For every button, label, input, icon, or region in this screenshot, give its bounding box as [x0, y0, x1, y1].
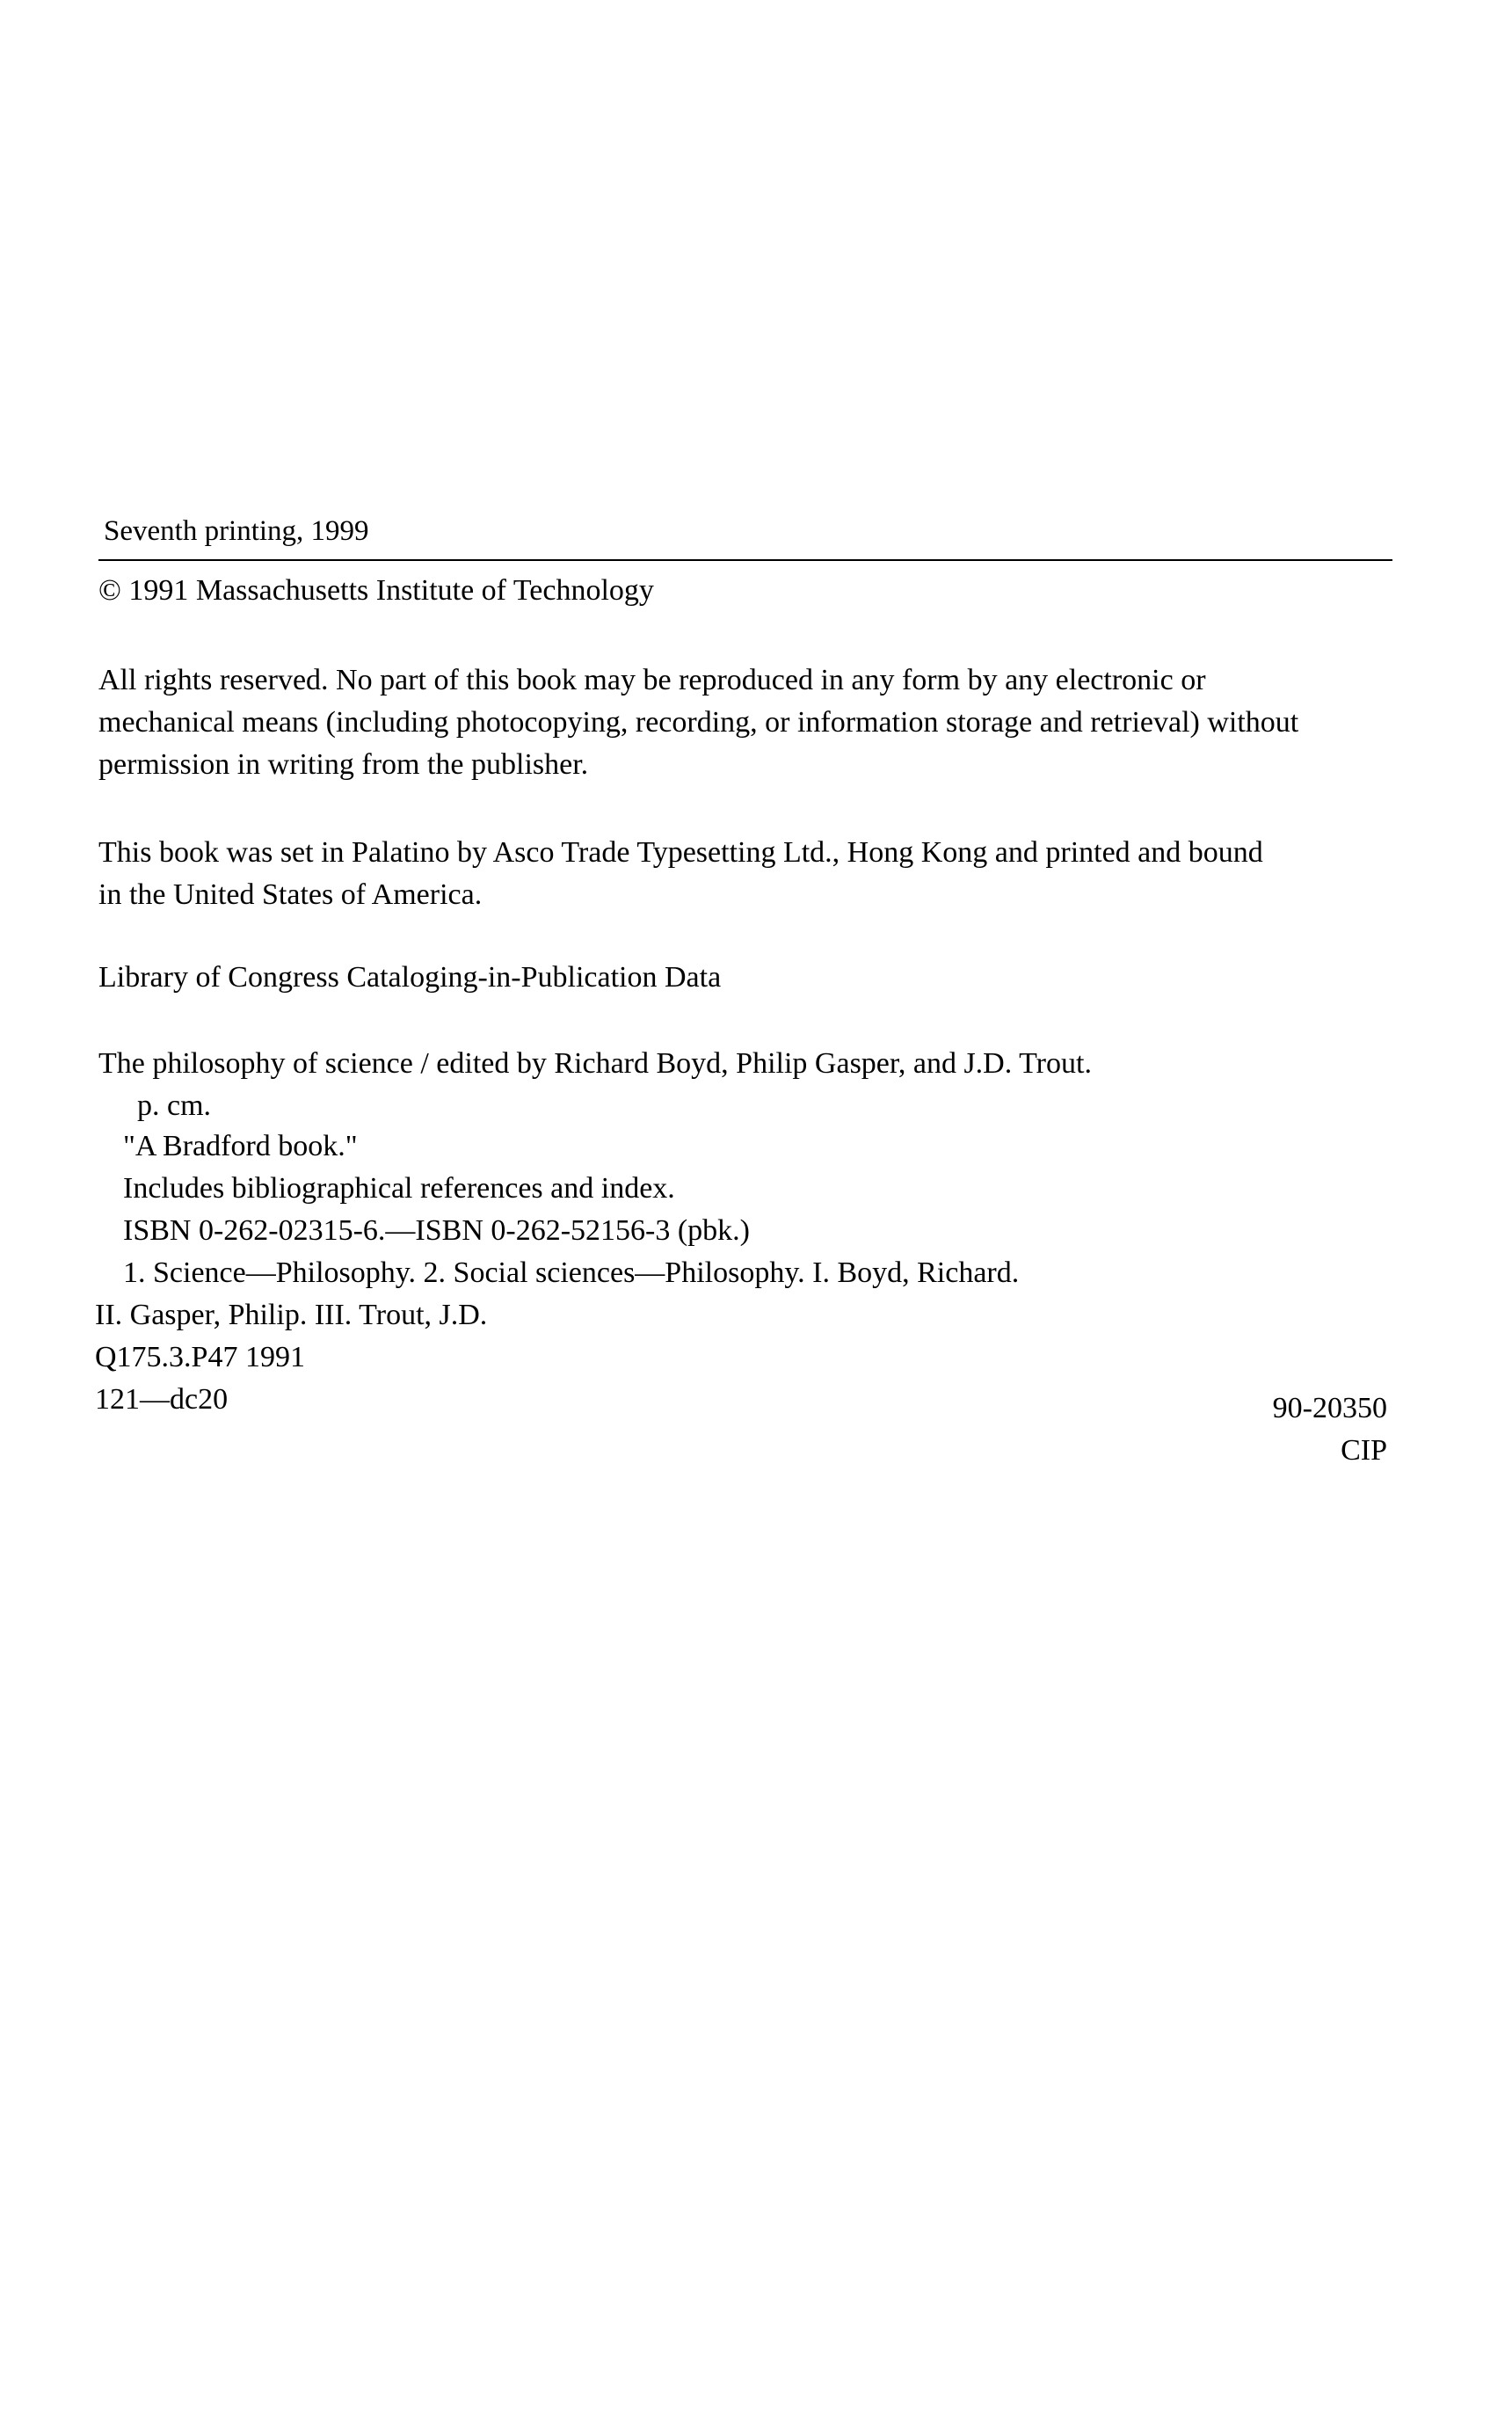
copyright-notice: © 1991 Massachusetts Institute of Technology — [98, 574, 654, 607]
typesetting-line: in the United States of America. — [98, 878, 483, 911]
cip-title-line: The philosophy of science / edited by Richard Boyd, Philip Gasper, and J.D. Trout. — [98, 1047, 1092, 1080]
cip-lc-class: Q175.3.P47 1991 — [95, 1341, 305, 1373]
cip-pages: p. cm. — [137, 1089, 212, 1122]
cip-subjects: 1. Science—Philosophy. 2. Social sciences—Philosophy. I. Boyd, Richard. — [123, 1256, 1020, 1289]
cip-lccn: 90-20350 — [1272, 1392, 1387, 1424]
cip-isbn: ISBN 0-262-02315-6.—ISBN 0-262-52156-3 (pbk.) — [123, 1214, 751, 1247]
rights-line: All rights reserved. No part of this book may be reproduced in any form by any electronic or — [98, 664, 1206, 696]
typesetting-line: This book was set in Palatino by Asco Trade Typesetting Ltd., Hong Kong and printed and bound — [98, 836, 1263, 869]
cip-dewey: 121—dc20 — [95, 1383, 229, 1416]
cip-series-note: "A Bradford book." — [123, 1130, 358, 1162]
printing-statement: Seventh printing, 1999 — [104, 515, 369, 547]
typesetting-paragraph — [98, 832, 1399, 916]
rights-line: permission in writing from the publisher. — [98, 748, 589, 781]
cip-header: Library of Congress Cataloging-in-Publication Data — [98, 961, 722, 994]
rights-line: mechanical means (including photocopying, recording, or information storage and retrieval) without — [98, 706, 1299, 739]
horizontal-rule — [98, 559, 1392, 561]
cip-mark: CIP — [1341, 1434, 1387, 1467]
cip-subjects-cont: II. Gasper, Philip. III. Trout, J.D. — [95, 1299, 488, 1331]
cip-bibliography: Includes bibliographical references and index. — [123, 1172, 675, 1205]
rights-reserved-paragraph — [98, 659, 1399, 786]
